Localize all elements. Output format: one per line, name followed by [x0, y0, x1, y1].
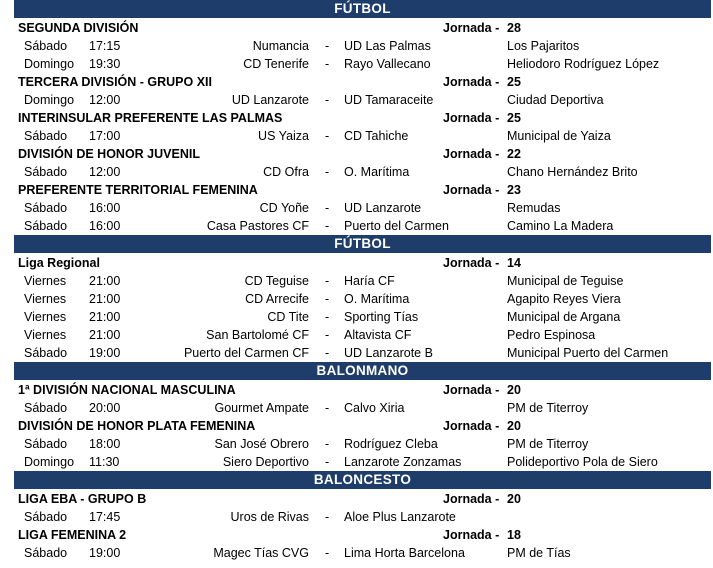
away-team: UD Tamaraceite — [344, 93, 434, 107]
home-team: Uros de Rivas — [230, 510, 309, 524]
home-team: Gourmet Ampate — [214, 401, 309, 415]
match-row — [0, 91, 713, 109]
match-row — [0, 399, 713, 417]
vs-separator: - — [325, 201, 330, 215]
vs-separator: - — [325, 274, 330, 288]
sport-header: BALONCESTO — [14, 471, 711, 489]
away-team: CD Tahiche — [344, 129, 409, 143]
jornada-label: Jornada - — [443, 183, 500, 197]
jornada-number: 28 — [507, 21, 521, 35]
vs-separator: - — [325, 437, 330, 451]
away-team: Puerto del Carmen — [344, 219, 449, 233]
sport-header: BALONMANO — [14, 362, 711, 380]
competition-name: DIVISIÓN DE HONOR JUVENIL — [18, 147, 200, 161]
match-day: Viernes — [24, 292, 67, 306]
jornada-label: Jornada - — [443, 383, 500, 397]
jornada-label: Jornada - — [443, 75, 500, 89]
competition-row — [0, 19, 713, 37]
match-time: 19:30 — [89, 57, 121, 71]
match-venue: Municipal de Yaiza — [507, 129, 611, 143]
away-team: Altavista CF — [344, 328, 412, 342]
home-team: CD Teguise — [244, 274, 309, 288]
away-team: UD Lanzarote — [344, 201, 422, 215]
jornada-number: 14 — [507, 256, 521, 270]
match-row — [0, 326, 713, 344]
jornada-number: 25 — [507, 111, 521, 125]
competition-row — [0, 73, 713, 91]
vs-separator: - — [325, 401, 330, 415]
match-venue: PM de Titerroy — [507, 401, 589, 415]
vs-separator: - — [325, 328, 330, 342]
match-time: 11:30 — [89, 455, 120, 469]
vs-separator: - — [325, 546, 330, 560]
match-venue: Heliodoro Rodríguez López — [507, 57, 660, 71]
home-team: Casa Pastores CF — [206, 219, 309, 233]
match-time: 19:00 — [89, 546, 121, 560]
match-time: 16:00 — [89, 201, 121, 215]
away-team: Lanzarote Zonzamas — [344, 455, 462, 469]
home-team: CD Ofra — [263, 165, 309, 179]
competition-name: LIGA FEMENINA 2 — [18, 528, 127, 542]
away-team: O. Marítima — [344, 292, 410, 306]
vs-separator: - — [325, 455, 330, 469]
match-venue: Pedro Espinosa — [507, 328, 596, 342]
jornada-label: Jornada - — [443, 492, 500, 506]
jornada-label: Jornada - — [443, 21, 500, 35]
competition-row — [0, 145, 713, 163]
match-row — [0, 508, 713, 526]
match-day: Sábado — [24, 129, 68, 143]
away-team: Rayo Vallecano — [344, 57, 431, 71]
home-team: San José Obrero — [214, 437, 309, 451]
jornada-label: Jornada - — [443, 419, 500, 433]
competition-name: LIGA EBA - GRUPO B — [18, 492, 147, 506]
match-day: Sábado — [24, 510, 68, 524]
match-row — [0, 163, 713, 181]
jornada-number: 20 — [507, 419, 521, 433]
jornada-label: Jornada - — [443, 256, 500, 270]
jornada-number: 23 — [507, 183, 521, 197]
match-row — [0, 344, 713, 362]
jornada-label: Jornada - — [443, 147, 500, 161]
match-venue: PM de Titerroy — [507, 437, 589, 451]
match-venue: Los Pajaritos — [507, 39, 580, 53]
jornada-number: 18 — [507, 528, 521, 542]
competition-name: SEGUNDA DIVISIÓN — [18, 21, 139, 35]
vs-separator: - — [325, 39, 330, 53]
match-venue: PM de Tías — [507, 546, 571, 560]
match-venue: Agapito Reyes Viera — [507, 292, 621, 306]
away-team: Haría CF — [344, 274, 395, 288]
competition-name: INTERINSULAR PREFERENTE LAS PALMAS — [18, 111, 283, 125]
match-venue: Municipal Puerto del Carmen — [507, 346, 669, 360]
match-day: Sábado — [24, 346, 68, 360]
match-row — [0, 199, 713, 217]
home-team: San Bartolomé CF — [206, 328, 309, 342]
competition-row — [0, 490, 713, 508]
match-row — [0, 37, 713, 55]
match-day: Sábado — [24, 437, 68, 451]
home-team: CD Tenerife — [243, 57, 309, 71]
match-time: 12:00 — [89, 93, 121, 107]
away-team: Rodríguez Cleba — [344, 437, 438, 451]
jornada-label: Jornada - — [443, 528, 500, 542]
away-team: UD Lanzarote B — [344, 346, 433, 360]
away-team: O. Marítima — [344, 165, 410, 179]
match-venue: Polideportivo Pola de Siero — [507, 455, 658, 469]
match-time: 19:00 — [89, 346, 121, 360]
away-team: UD Las Palmas — [344, 39, 431, 53]
vs-separator: - — [325, 510, 330, 524]
sport-header: FÚTBOL — [14, 0, 711, 18]
match-time: 18:00 — [89, 437, 121, 451]
match-venue: Ciudad Deportiva — [507, 93, 604, 107]
competition-row — [0, 417, 713, 435]
match-row — [0, 544, 713, 562]
home-team: Siero Deportivo — [222, 455, 309, 469]
match-row — [0, 272, 713, 290]
match-day: Sábado — [24, 165, 68, 179]
match-row — [0, 453, 713, 471]
match-day: Domingo — [24, 455, 75, 469]
competition-name: Liga Regional — [18, 256, 100, 270]
vs-separator: - — [325, 346, 330, 360]
match-day: Sábado — [24, 39, 68, 53]
vs-separator: - — [325, 292, 330, 306]
vs-separator: - — [325, 219, 330, 233]
jornada-number: 20 — [507, 383, 521, 397]
match-row — [0, 435, 713, 453]
jornada-label: Jornada - — [443, 111, 500, 125]
match-venue: Municipal de Argana — [507, 310, 621, 324]
away-team: Lima Horta Barcelona — [344, 546, 465, 560]
competition-name: 1ª DIVISIÓN NACIONAL MASCULINA — [18, 383, 236, 397]
match-time: 12:00 — [89, 165, 121, 179]
match-time: 21:00 — [89, 292, 121, 306]
match-day: Sábado — [24, 546, 68, 560]
jornada-number: 20 — [507, 492, 521, 506]
match-time: 17:45 — [89, 510, 121, 524]
match-day: Sábado — [24, 401, 68, 415]
match-time: 17:15 — [89, 39, 121, 53]
home-team: CD Yoñe — [259, 201, 309, 215]
match-row — [0, 217, 713, 235]
away-team: Calvo Xiria — [344, 401, 405, 415]
competition-row — [0, 109, 713, 127]
home-team: US Yaiza — [258, 129, 309, 143]
away-team: Aloe Plus Lanzarote — [344, 510, 456, 524]
competition-name: DIVISIÓN DE HONOR PLATA FEMENINA — [18, 419, 256, 433]
competition-row — [0, 381, 713, 399]
home-team: Puerto del Carmen CF — [183, 346, 309, 360]
competition-name: PREFERENTE TERRITORIAL FEMENINA — [18, 183, 258, 197]
match-row — [0, 308, 713, 326]
match-venue: Municipal de Teguise — [507, 274, 624, 288]
vs-separator: - — [325, 165, 330, 179]
home-team: Magec Tías CVG — [213, 546, 309, 560]
match-day: Viernes — [24, 310, 67, 324]
sport-header: FÚTBOL — [14, 235, 711, 253]
competition-row — [0, 181, 713, 199]
match-venue: Remudas — [507, 201, 561, 215]
home-team: UD Lanzarote — [231, 93, 309, 107]
match-time: 21:00 — [89, 274, 121, 288]
match-time: 17:00 — [89, 129, 121, 143]
match-venue: Chano Hernández Brito — [507, 165, 638, 179]
match-row — [0, 55, 713, 73]
match-time: 21:00 — [89, 328, 121, 342]
vs-separator: - — [325, 310, 330, 324]
vs-separator: - — [325, 129, 330, 143]
match-time: 16:00 — [89, 219, 121, 233]
match-day: Viernes — [24, 328, 67, 342]
match-day: Sábado — [24, 219, 68, 233]
match-day: Sábado — [24, 201, 68, 215]
match-row — [0, 127, 713, 145]
match-day: Domingo — [24, 57, 75, 71]
home-team: CD Tite — [267, 310, 309, 324]
jornada-number: 22 — [507, 147, 521, 161]
match-time: 21:00 — [89, 310, 121, 324]
competition-row — [0, 254, 713, 272]
match-row — [0, 290, 713, 308]
match-venue: Camino La Madera — [507, 219, 614, 233]
away-team: Sporting Tías — [344, 310, 419, 324]
competition-name: TERCERA DIVISIÓN - GRUPO XII — [18, 75, 213, 89]
home-team: Numancia — [252, 39, 309, 53]
vs-separator: - — [325, 57, 330, 71]
jornada-number: 25 — [507, 75, 521, 89]
match-day: Domingo — [24, 93, 75, 107]
home-team: CD Arrecife — [245, 292, 309, 306]
vs-separator: - — [325, 93, 330, 107]
competition-row — [0, 526, 713, 544]
match-time: 20:00 — [89, 401, 121, 415]
match-day: Viernes — [24, 274, 67, 288]
